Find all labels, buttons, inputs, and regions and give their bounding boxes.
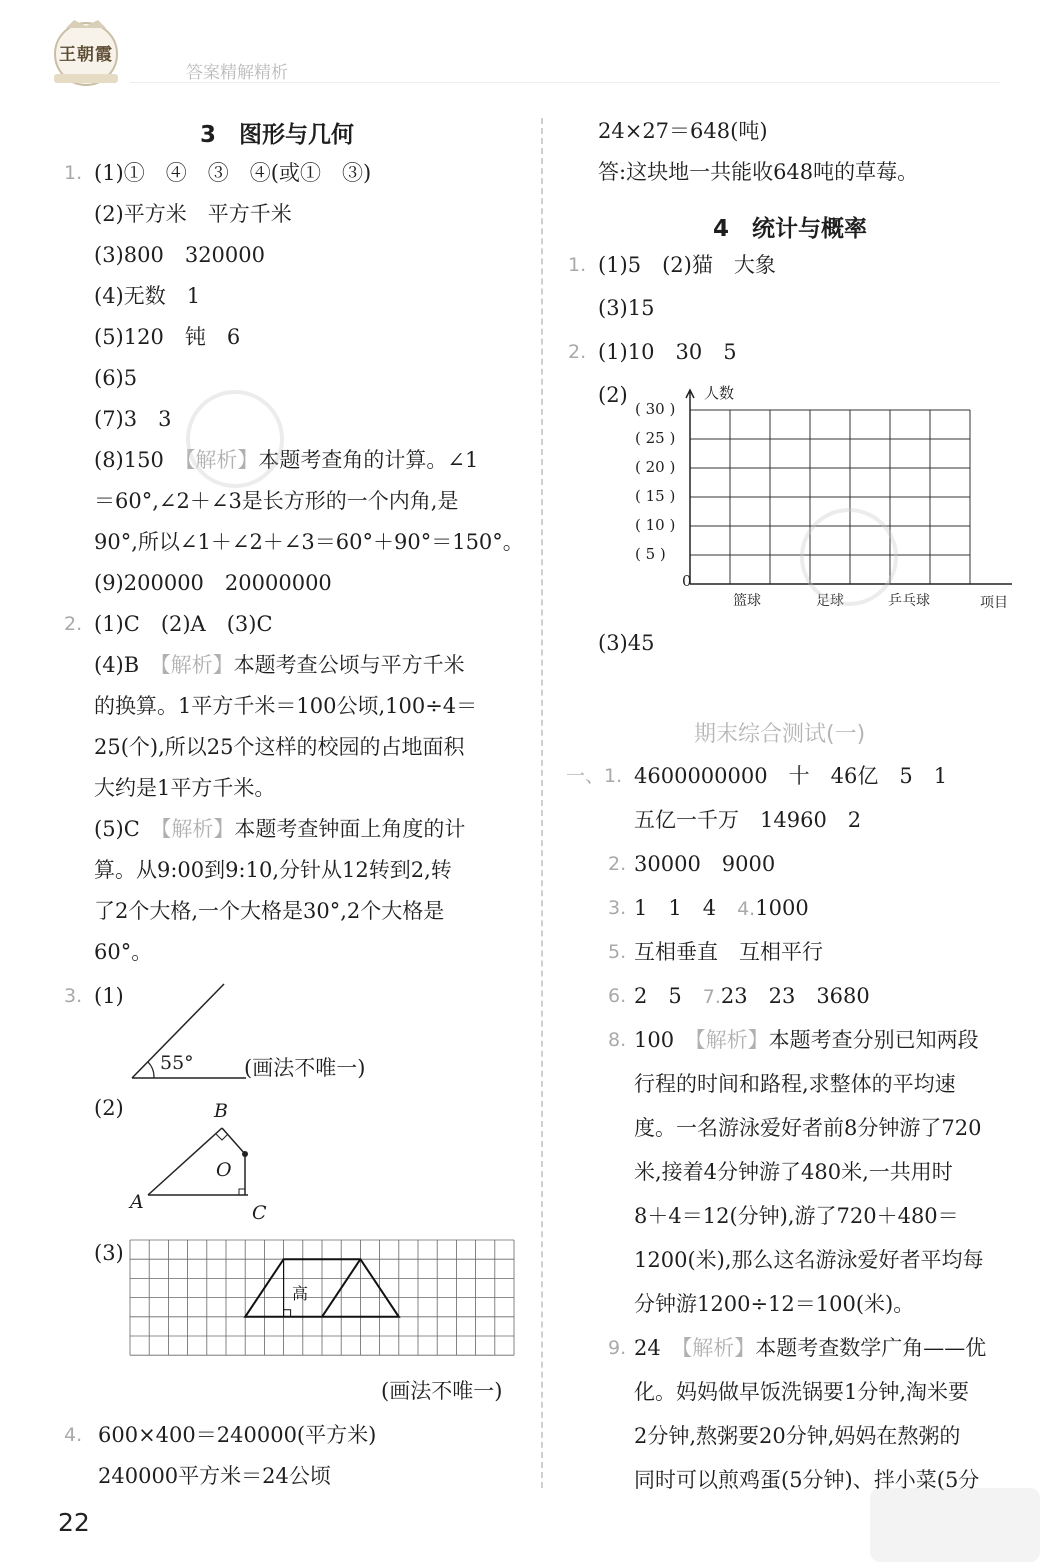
answer-text — [634, 1423, 960, 1449]
answer-value: 度。一名游泳爱好者前8分钟游了720 — [634, 1116, 982, 1140]
answer-text — [94, 693, 477, 719]
y-tick-label: ( 10 ) — [635, 516, 676, 534]
angle-label: 55° — [160, 1052, 194, 1074]
section-title-geometry: 3 图形与几何 — [200, 122, 355, 148]
answer-text — [598, 295, 654, 321]
q3-part2-label: (2) — [94, 1096, 124, 1120]
x-category-label: 足球 — [816, 593, 844, 609]
q3-part1-label: (1) — [94, 984, 124, 1008]
answer-text — [94, 775, 275, 801]
answer-text — [634, 1379, 969, 1405]
answer-text — [598, 118, 768, 144]
analysis-text: 本题考查钟面上角度的计 — [234, 817, 466, 841]
chart-xlabel: 项目 — [980, 595, 1008, 611]
question-number: 1. — [568, 254, 587, 276]
analysis-tag: 【解析】 — [160, 817, 235, 841]
answer-value: (1)10 30 5 — [598, 340, 737, 364]
chart-ylabel: 人数 — [704, 384, 735, 402]
answer-text — [94, 816, 465, 842]
answer-value: 24×27＝648(吨) — [598, 119, 768, 143]
column-divider — [541, 118, 543, 1488]
answer-text — [634, 983, 870, 1010]
answer-value: (5)120 钝 6 — [94, 325, 241, 349]
note-not-unique-1: (画法不唯一) — [244, 1056, 366, 1080]
y-tick-label: ( 20 ) — [635, 458, 676, 476]
height-label: 高 — [292, 1284, 309, 1303]
note-not-unique-2: (画法不唯一) — [381, 1379, 503, 1403]
answer-value: 1200(米),那么这名游泳爱好者平均每 — [634, 1248, 984, 1272]
y-tick-label: ( 30 ) — [635, 400, 676, 418]
analysis-tag: 【解析】 — [184, 448, 259, 472]
answer-value: 同时可以煎鸡蛋(5分钟)、拌小菜(5分 — [634, 1468, 980, 1492]
answer-text — [634, 1291, 914, 1317]
analysis-text: 本题考查数学广角——优 — [755, 1336, 987, 1360]
answer-text — [98, 1422, 376, 1448]
answer-text — [634, 1159, 953, 1185]
analysis-text: 本题考查分别已知两段 — [768, 1028, 979, 1052]
answer-text — [634, 1335, 986, 1361]
answer-value: (9)200000 20000000 — [94, 571, 332, 595]
answer-value: (8)150 — [94, 448, 185, 472]
answer-value: 25(个),所以25个这样的校园的占地面积 — [94, 735, 465, 759]
answer-value: (6)5 — [94, 366, 138, 390]
answer-value: (7)3 3 — [94, 407, 172, 431]
question-number: 9. — [608, 1337, 627, 1359]
answer-value: 算。从9:00到9:10,分针从12转到2,转 — [94, 858, 452, 882]
answer-text — [634, 1071, 956, 1097]
answer-value: 米,接着4分钟游了480米,一共用时 — [634, 1160, 953, 1184]
analysis-tag: 【解析】 — [160, 653, 234, 677]
answer-text — [634, 1115, 981, 1141]
x-category-label: 篮球 — [733, 593, 761, 609]
answer-value: 4600000000 十 46亿 5 1 — [634, 764, 948, 788]
answer-value: (1)C (2)A (3)C — [94, 612, 273, 636]
grid-trapezoid-figure — [128, 1238, 518, 1358]
answer-text — [634, 895, 809, 922]
answer-text — [94, 939, 152, 965]
answer-value: (1)① ④ ③ ④(或① ③) — [94, 161, 372, 185]
answer-text — [634, 939, 823, 965]
question-number: 6. — [608, 985, 627, 1007]
analysis-text: 本题考查角的计算。∠1 — [258, 448, 479, 472]
answer-value: (1)5 (2)猫 大象 — [598, 253, 776, 277]
question-number: 7. — [702, 986, 721, 1008]
answer-text — [94, 324, 240, 350]
chart-zero: 0 — [682, 572, 692, 590]
answer-value: 2 5 — [634, 984, 703, 1008]
answer-text — [94, 611, 273, 637]
y-tick-label: ( 15 ) — [635, 487, 676, 505]
analysis-text: 本题考查公顷与平方千米 — [233, 653, 465, 677]
answer-value: 90°,所以∠1＋∠2＋∠3＝60°＋90°＝150°。 — [94, 530, 524, 554]
header-rule — [130, 82, 1000, 83]
question-number: 1. — [64, 162, 83, 184]
answer-value: 1000 — [755, 896, 809, 920]
answer-text — [94, 652, 465, 678]
answer-text — [94, 242, 265, 268]
answer-text — [94, 201, 292, 227]
answer-value: 100 — [634, 1028, 696, 1052]
answer-value: 60°。 — [94, 940, 153, 964]
answer-text — [98, 1463, 331, 1489]
y-tick-label: ( 25 ) — [635, 429, 676, 447]
answer-value: 600×400＝240000(平方米) — [98, 1423, 377, 1447]
answer-value: ＝60°,∠2＋∠3是长方形的一个内角,是 — [94, 489, 459, 513]
answer-value: (4)无数 1 — [94, 284, 201, 308]
answer-value: 24 — [634, 1336, 682, 1360]
answer-text — [94, 857, 452, 883]
question-number: 5. — [608, 941, 627, 963]
answer-text — [634, 807, 861, 833]
point-b-label: B — [214, 1100, 228, 1122]
answer-text — [94, 447, 478, 473]
answer-value: (5)C — [94, 817, 161, 841]
section-title-statistics: 4 统计与概率 — [713, 216, 868, 242]
answer-text — [634, 763, 947, 789]
answer-text — [94, 160, 371, 186]
exam-title: 期末综合测试(一) — [694, 722, 866, 747]
point-c-label: C — [252, 1202, 267, 1224]
answer-text — [94, 898, 444, 924]
answer-value: 互相垂直 互相平行 — [634, 940, 823, 964]
right-angle-mark — [284, 1310, 291, 1317]
answer-text — [94, 570, 332, 596]
logo-text: 王朝霞 — [59, 45, 113, 65]
answer-value: 的换算。1平方千米＝100公顷,100÷4＝ — [94, 694, 478, 718]
x-category-label: 乒乓球 — [888, 593, 930, 609]
chart-part-label: (2) — [598, 383, 628, 407]
answer-text — [598, 159, 918, 185]
question-number: 3. — [608, 897, 627, 919]
answer-value: (2)平方米 平方千米 — [94, 202, 292, 226]
answer-value: 8＋4＝12(分钟),游了720＋480＝ — [634, 1204, 959, 1228]
answer-text — [94, 283, 200, 309]
point-a-label: A — [130, 1191, 144, 1213]
answer-text — [94, 488, 458, 514]
answer-value: (4)B — [94, 653, 161, 677]
answer-value: (3)15 — [598, 296, 655, 320]
question-number: 4. — [64, 1424, 83, 1446]
question-number: 2. — [568, 341, 587, 363]
question-number: 3. — [64, 985, 83, 1007]
answer-value: 23 23 3680 — [720, 984, 870, 1008]
watermark-kuaidui-1 — [170, 374, 300, 504]
answer-value: 行程的时间和路程,求整体的平均速 — [634, 1072, 956, 1096]
y-tick-label: ( 5 ) — [635, 545, 666, 563]
answer-value: (3)800 320000 — [94, 243, 265, 267]
answer-text — [94, 529, 524, 555]
answer-value: 240000平方米＝24公顷 — [98, 1464, 331, 1488]
point-o-label: O — [216, 1159, 232, 1181]
answer-value: 分钟游1200÷12＝100(米)。 — [634, 1292, 915, 1316]
answer-text — [94, 406, 171, 432]
question-number: 2. — [608, 853, 627, 875]
question-number: 一、1. — [566, 765, 623, 787]
answer-value: 2分钟,熬粥要20分钟,妈妈在熬粥的 — [634, 1424, 961, 1448]
analysis-tag: 【解析】 — [695, 1028, 769, 1052]
answer-text — [598, 252, 776, 278]
answer-text — [94, 365, 137, 391]
answer-value: 大约是1平方千米。 — [94, 776, 276, 800]
answer-value: 答:这块地一共能收648吨的草莓。 — [598, 160, 919, 184]
question-number: 4. — [737, 898, 756, 920]
question-number: 8. — [608, 1029, 627, 1051]
header-title: 答案精解精析 — [186, 63, 288, 83]
answer-text — [598, 339, 737, 365]
answer-text — [634, 1027, 979, 1053]
answer-text — [634, 1203, 959, 1229]
answer-text — [634, 851, 775, 877]
analysis-tag: 【解析】 — [681, 1336, 756, 1360]
answer-value: 1 1 4 — [634, 896, 738, 920]
watermark-corner — [870, 1488, 1040, 1562]
answer-value: 了2个大格,一个大格是30°,2个大格是 — [94, 899, 445, 923]
answer-value: 30000 9000 — [634, 852, 776, 876]
stats-q2-part3: (3)45 — [598, 631, 655, 655]
answer-value: 五亿一千万 14960 2 — [634, 808, 862, 832]
answer-text — [634, 1247, 984, 1273]
brand-logo — [40, 18, 132, 88]
answer-text — [94, 734, 465, 760]
page-number: 22 — [58, 1508, 90, 1537]
question-number: 2. — [64, 613, 83, 635]
q3-part3-label: (3) — [94, 1241, 124, 1265]
answer-value: 化。妈妈做早饭洗锅要1分钟,淘米要 — [634, 1380, 970, 1404]
